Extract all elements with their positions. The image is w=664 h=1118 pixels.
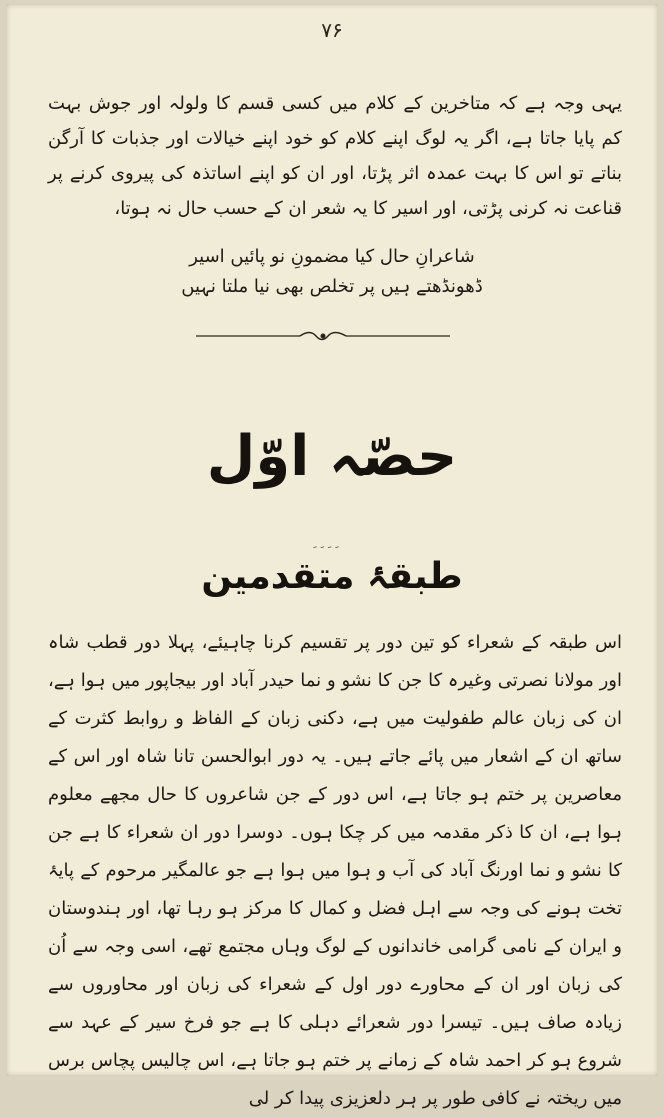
verse-line-1: شاعرانِ حال کیا مضمونِ نو پائیں اسیر [189,246,475,267]
subsection-heading: طبقۂ متقدمین [201,556,463,597]
section-heading: حصّہ اوّل [206,424,458,489]
section-divider-ornament [196,326,450,346]
verse-line-2: ڈھونڈھتے ہیں پر تخلص بھی نیا ملتا نہیں [181,276,483,297]
book-page [6,4,658,1109]
intro-paragraph: یہی وجہ ہے کہ متاخرین کے کلام میں کسی قسم کا ولولہ اور جوش بہت کم پایا جاتا ہے، اگر یہ لوگ اپنے کلام کو خود اپنے خیالات اور جذبات کا آرگن بناتے تو اس کا بہت عمدہ اثر پڑتا، اور ان کو اپنے اساتذہ کی پیروی کرنے پر قناعت نہ کرنی پڑتی، اور اسیر کا یہ شعر ان کے حسب حال نہ ہوتا، [48,93,622,219]
body-paragraph: اس طبقہ کے شعراء کو تین دور پر تقسیم کرنا چاہیئے، پہلا دور قطب شاہ اور مولانا نصرتی وغیرہ کا جن کا نشو و نما حیدر آباد اور بیجاپور میں ہوا ہے، ان کی زبان عالم طفولیت میں ہے، دکنی زبان کے الفاظ و روابط کثرت کے ساتھ ان کے اشعار میں پائے جاتے ہیں۔ یہ دور ابوالحسن تانا شاہ اور اس کے معاصرین پر ختم ہو جاتا ہے، اس دور کے جن شاعروں کا حال مجھے معلوم ہوا ہے، ان کا ذکر مقدمہ میں کر چکا ہوں۔ دوسرا دور ان شعراء کا ہے جن کا نشو و نما اورنگ آباد کی آب و ہوا میں ہوا ہے جو عالمگیر مرحوم کے پایۂ تخت ہونے کی وجہ سے اہل فضل و کمال کا مرکز ہو رہا تھا، اور ہندوستان و ایران کے نامی گرامی خاندانوں کے لوگ وہاں مجتمع تھے، اسی وجہ سے اُن کی زبان اور ان کے محاورے دور اول کے شعراء کی زبان اور محاوروں سے زیادہ صاف ہیں۔ تیسرا دور شعرائے دہلی کا ہے جو فرخ سیر کے عہد سے شروع ہو کر احمد شاہ کے زمانے پر ختم ہو جاتا ہے، اس چالیس پچاس برس میں ریختہ نے کافی طور پر ہر دلعزیزی پیدا کر لی [48,632,622,1109]
page-number: ۷۶ [321,18,343,42]
subheading-diacritic-marks: ﹶ ﹶ ﹶ ﹶ [313,544,339,558]
